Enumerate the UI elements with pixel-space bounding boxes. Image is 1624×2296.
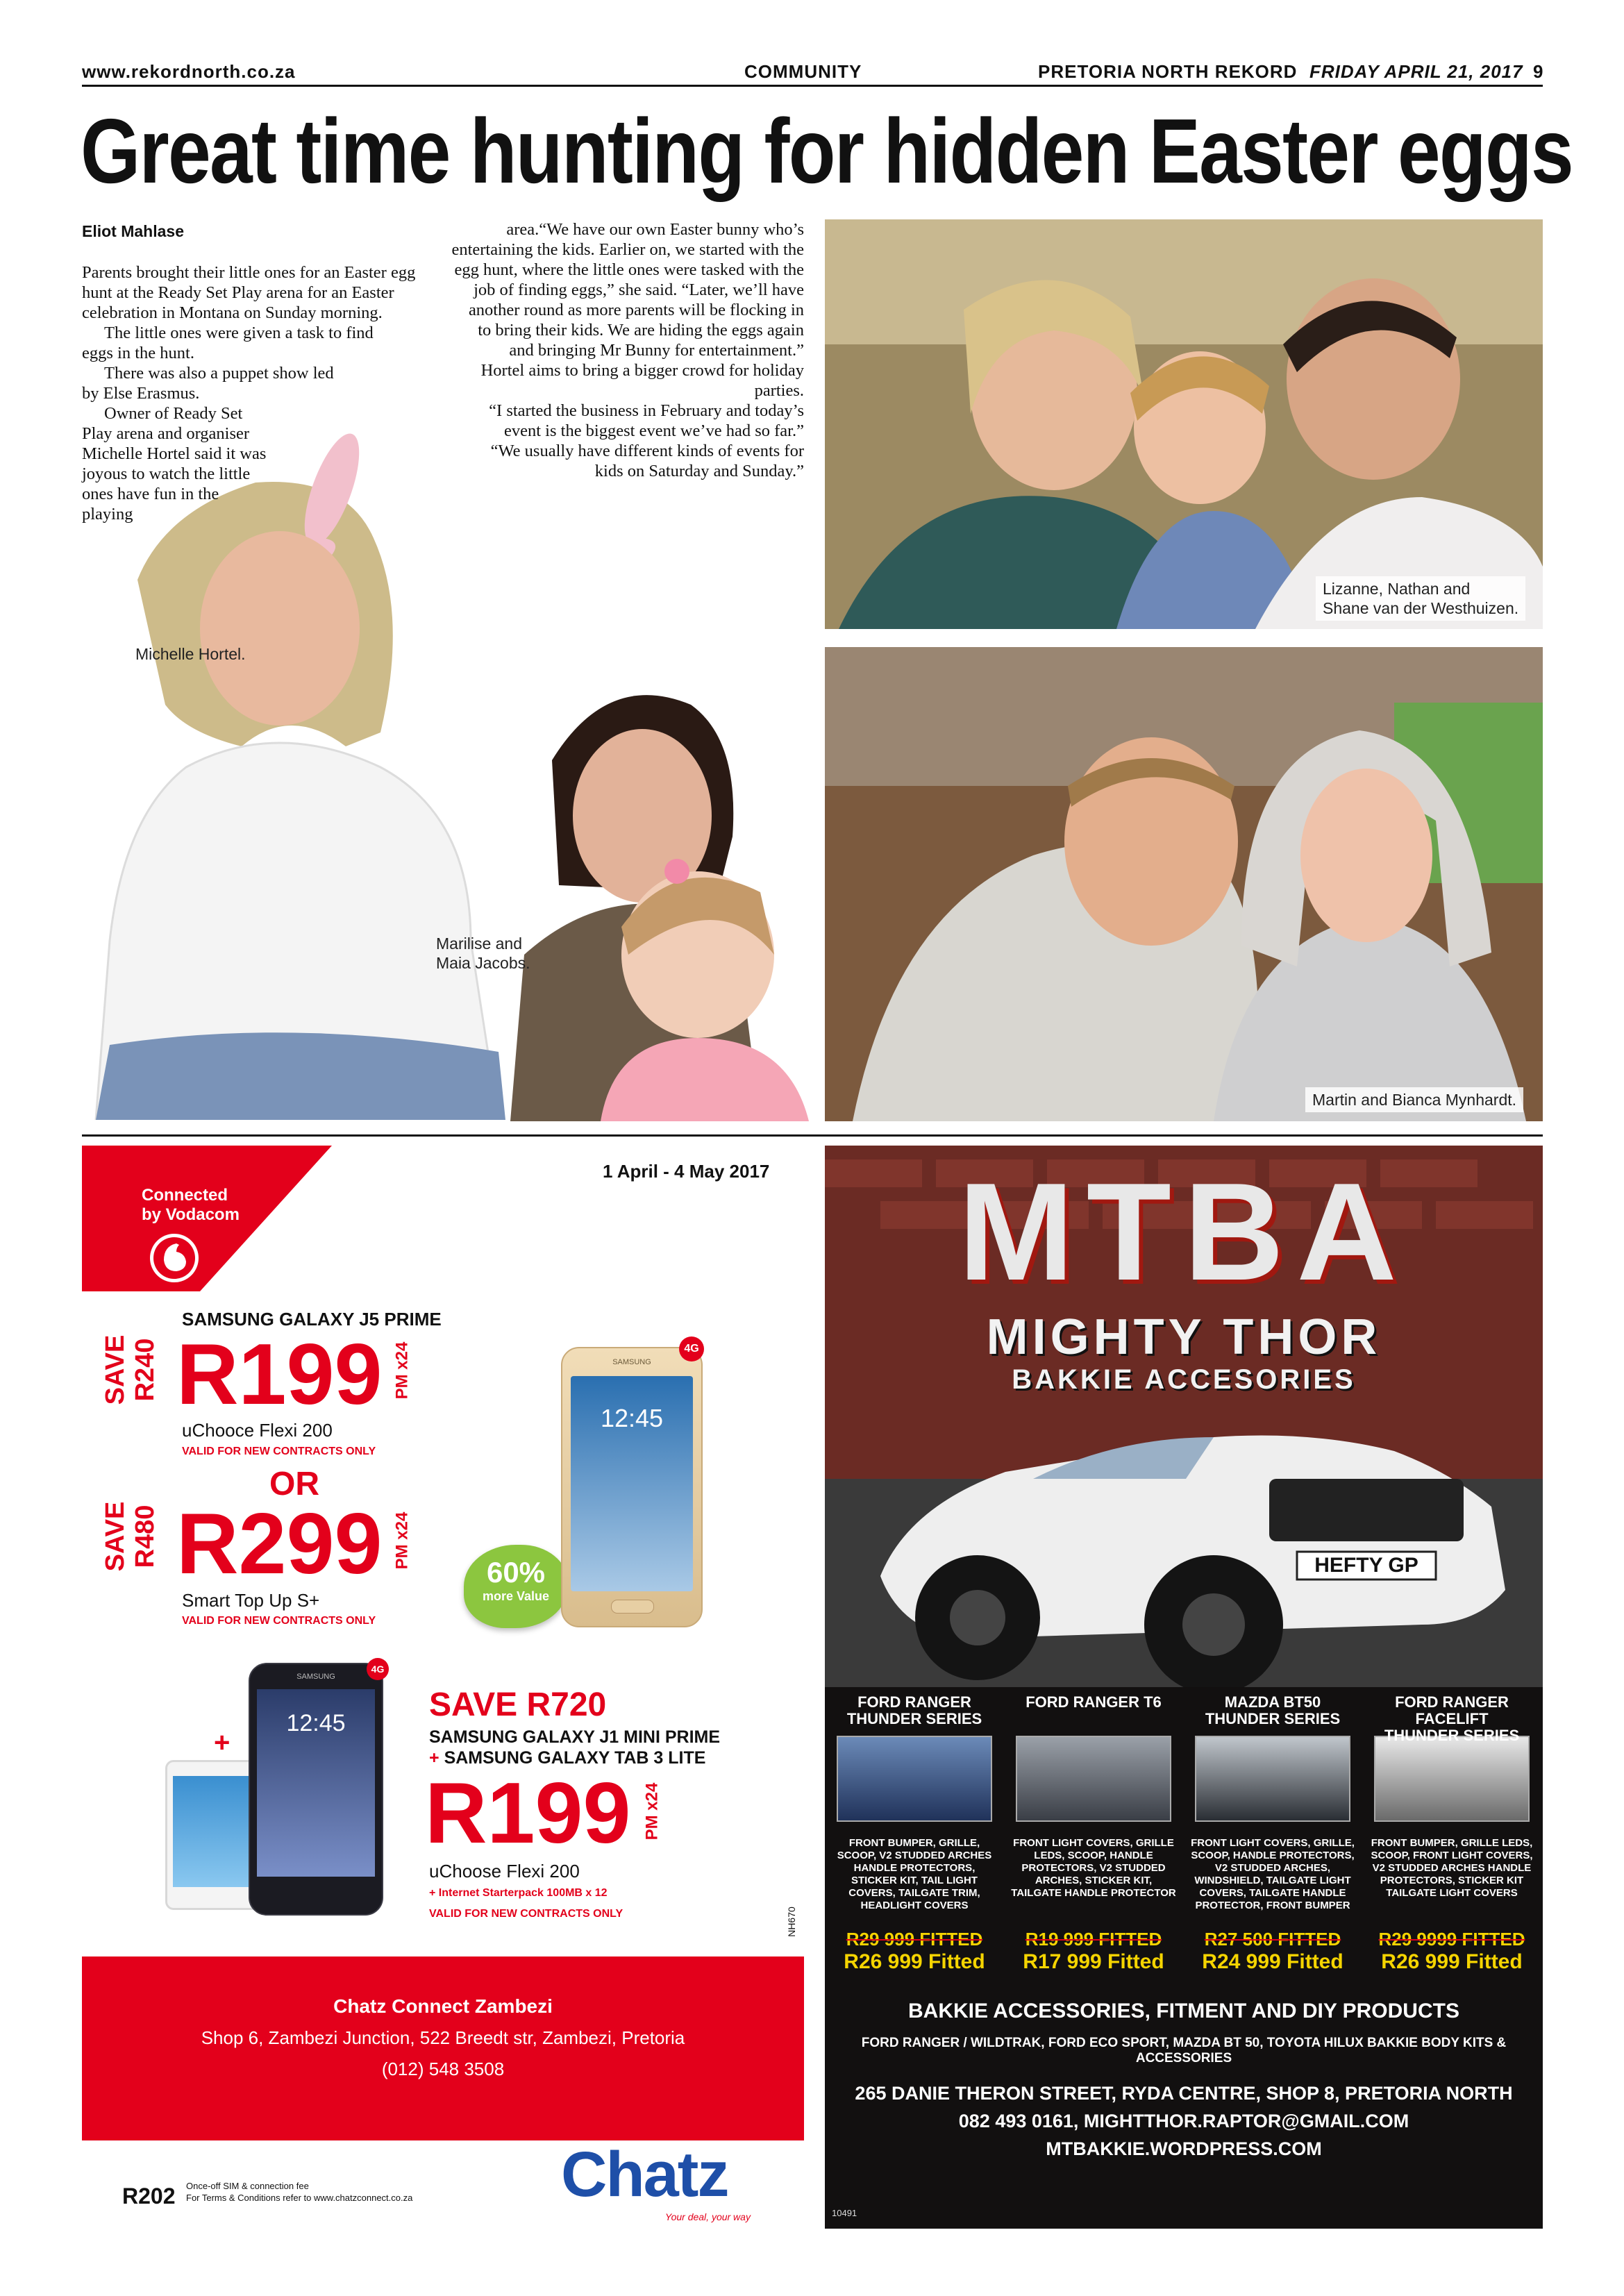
fee-line: Once-off SIM & connection fee — [186, 2181, 309, 2191]
phone3b-label: SAMSUNG GALAXY TAB 3 LITE — [444, 1748, 706, 1768]
old-price: R19 999 FITTED — [1025, 1929, 1162, 1950]
plus-icon: + — [214, 1727, 231, 1758]
samsung-j1-mini-image — [249, 1663, 383, 1916]
product-title-line: THUNDER SERIES — [1205, 1710, 1341, 1727]
header-rule — [82, 85, 1543, 87]
tab-screen — [173, 1776, 252, 1887]
plan2: Smart Top Up S+ — [182, 1590, 320, 1611]
starter-pack: + Internet Starterpack 100MB x 12 — [429, 1887, 608, 1899]
mtba-subtitle-2: BAKKIE ACCESORIES — [1012, 1364, 1356, 1395]
samsung-tab-image — [165, 1760, 260, 1910]
per-month-label: PM x24 — [392, 1511, 412, 1570]
connected-label — [142, 1186, 240, 1225]
headline: Great time hunting for hidden Easter eggs — [81, 100, 1573, 202]
phone-brand: SAMSUNG — [296, 1673, 335, 1681]
4g-badge-icon: 4G — [367, 1658, 389, 1680]
phone-brand: SAMSUNG — [612, 1358, 651, 1366]
ad-ref: NH670 — [785, 1907, 797, 1937]
caption-jacobs — [436, 934, 530, 973]
product-card — [1362, 1694, 1541, 1974]
page-number: 9 — [1533, 61, 1544, 82]
store-phone[interactable]: (012) 548 3508 — [381, 2059, 505, 2079]
product-description: FRONT BUMPER, GRILLE, SCOOP, V2 STUDDED ARCHES HANDLE PROTECTORS, STICKER KIT, TAIL LIGHT COVERS, TAILGATE TRIM, HEADLIGHT COVERS — [837, 1837, 992, 1911]
mtba-contact[interactable]: 082 493 0161, MIGHTTHOR.RAPTOR@GMAIL.COM — [958, 2111, 1409, 2131]
store-block — [82, 1956, 804, 2140]
caption-line: Marilise and — [436, 935, 522, 953]
article-column-2 — [451, 219, 804, 481]
phone3-name: SAMSUNG GALAXY J1 MINI PRIME — [429, 1727, 721, 1747]
chatz-logo: Chatz — [561, 2139, 728, 2210]
product-title — [1004, 1694, 1183, 1730]
chatz-tagline: Your deal, your way — [665, 2211, 751, 2222]
photo-jacobs — [510, 663, 826, 1121]
ad-ref: 10491 — [832, 2208, 857, 2218]
plan1: uChooce Flexi 200 — [182, 1420, 333, 1441]
product-photo — [1195, 1736, 1350, 1822]
photo-mynhardt — [825, 647, 1543, 1121]
mtba-website[interactable]: MTBAKKIE.WORDPRESS.COM — [1046, 2138, 1322, 2159]
product-photo — [1374, 1736, 1530, 1822]
product-title-line: MAZDA BT50 — [1224, 1693, 1321, 1711]
per-month-label: PM x24 — [642, 1782, 662, 1841]
vodacom-ad — [82, 1146, 804, 2229]
product-title-line: FORD RANGER FACELIFT — [1395, 1693, 1509, 1727]
phone-screen — [571, 1376, 693, 1591]
article-column-1 — [82, 262, 435, 524]
save-r240-label: SAVE R240 — [101, 1334, 160, 1405]
product-description: FRONT LIGHT COVERS, GRILLE, SCOOP, HANDLE PROTECTORS, V2 STUDDED ARCHES, WINDSHIELD, TAILGATE LIGHT COVERS, TAILGATE HANDLE PROTECTOR, FRONT BUMPER — [1191, 1837, 1355, 1911]
store-address: Shop 6, Zambezi Junction, 522 Breedt str, Zambezi, Pretoria — [201, 2027, 685, 2048]
new-price: R24 999 Fitted — [1202, 1950, 1343, 1973]
old-price: R29 9999 FITTED — [1378, 1929, 1525, 1950]
product-title — [1362, 1693, 1541, 1744]
samsung-j5-phone-image — [561, 1347, 703, 1627]
number-plate: HEFTY GP — [1314, 1554, 1418, 1577]
byline: Eliot Mahlase — [82, 222, 184, 240]
price3: R199 — [425, 1766, 631, 1861]
valid-notice: VALID FOR NEW CONTRACTS ONLY — [182, 1615, 376, 1627]
caption-michelle: Michelle Hortel. — [135, 645, 246, 663]
caption-line: Shane van der Westhuizen. — [1323, 599, 1519, 617]
paper-name: PRETORIA NORTH REKORD — [1038, 61, 1298, 82]
paragraph: Parents brought their little ones for an Easter egg hunt at the Ready Set Play arena for an Easter celebration in Montana on Sunday morning. — [82, 263, 416, 322]
mtba-tagline: BAKKIE ACCESSORIES, FITMENT AND DIY PRODUCTS — [908, 2000, 1459, 2022]
fee-amount: R202 — [122, 2184, 176, 2209]
plan3: uChoose Flexi 200 — [429, 1861, 580, 1882]
valid-notice: VALID FOR NEW CONTRACTS ONLY — [182, 1446, 376, 1457]
paragraph: area.“We have our own Easter bunny who’s entertaining the kids. Earlier on, we started with the egg hunt, where the little ones were tasked with the job of finding eggs,” she said. “Later, we’ll have another round as more parents will be flocking in to bring their kids. We are hiding the eggs again and bringing Mr Bunny for entertainment.” — [451, 220, 804, 360]
product-title-line: THUNDER SERIES — [1384, 1727, 1520, 1744]
paragraph: Owner of Ready Set Play arena and organiser Michelle Hortel said it was joyous to watch the little ones have fun in the playing — [82, 404, 267, 523]
or-label: OR — [269, 1466, 319, 1502]
terms-line: For Terms & Conditions refer to www.chatzconnect.co.za — [186, 2193, 413, 2203]
value-percent: 60% — [486, 1556, 546, 1589]
save-r480-label: SAVE R480 — [101, 1501, 160, 1572]
price1: R199 — [176, 1327, 383, 1423]
valid-notice: VALID FOR NEW CONTRACTS ONLY — [429, 1908, 623, 1920]
new-price: R26 999 Fitted — [844, 1950, 985, 1973]
phone-time: 12:45 — [286, 1710, 346, 1736]
new-price: R17 999 Fitted — [1023, 1950, 1164, 1973]
plus-icon: + — [429, 1748, 440, 1768]
4g-badge-icon: 4G — [679, 1336, 704, 1361]
photo-van-der-westhuizen — [825, 219, 1543, 629]
caption-line: Lizanne, Nathan and — [1323, 580, 1471, 598]
product-title-line: FORD RANGER — [857, 1693, 971, 1711]
store-name: Chatz Connect Zambezi — [333, 1995, 553, 2017]
section-divider — [82, 1134, 1543, 1137]
caption-line: Maia Jacobs. — [436, 954, 530, 972]
paragraph: The little ones were given a task to find eggs in the hunt. — [82, 324, 374, 362]
product-title-line: THUNDER SERIES — [846, 1710, 982, 1727]
mtba-ad — [825, 1146, 1543, 2229]
home-button-icon — [611, 1600, 654, 1614]
promo-dates: 1 April - 4 May 2017 — [603, 1161, 770, 1182]
phone-time: 12:45 — [600, 1404, 664, 1432]
old-price: R27 500 FITTED — [1204, 1929, 1341, 1950]
old-price: R29 999 FITTED — [846, 1929, 983, 1950]
product-card — [1004, 1694, 1183, 1974]
product-photo — [1016, 1736, 1171, 1822]
mtba-models: FORD RANGER / WILDTRAK, FORD ECO SPORT, MAZDA BT 50, TOYOTA HILUX BAKKIE BODY KITS & ACCESSORIES — [861, 2036, 1507, 2065]
paragraph: “We usually have different kinds of events for kids on Saturday and Sunday.” — [490, 442, 804, 480]
per-month-label: PM x24 — [392, 1341, 412, 1400]
phone-screen — [257, 1689, 375, 1877]
vodacom-logo-icon — [149, 1232, 200, 1284]
product-title — [1183, 1694, 1362, 1730]
phone1-name: SAMSUNG GALAXY J5 PRIME — [182, 1309, 442, 1330]
value-text: more Value — [482, 1589, 550, 1603]
paragraph: Hortel aims to bring a bigger crowd for holiday parties. — [480, 361, 804, 400]
caption-van-der-westhuizen — [1316, 576, 1525, 621]
mtba-logo: MTBA — [958, 1155, 1409, 1309]
price2: R299 — [176, 1496, 383, 1592]
by-vodacom-line: by Vodacom — [142, 1205, 240, 1224]
connected-line: Connected — [142, 1186, 228, 1205]
paragraph: There was also a puppet show led by Else Erasmus. — [82, 364, 334, 403]
new-price: R26 999 Fitted — [1381, 1950, 1523, 1973]
mtba-address: 265 DANIE THERON STREET, RYDA CENTRE, SHOP 8, PRETORIA NORTH — [855, 2083, 1513, 2104]
product-photo — [837, 1736, 992, 1822]
caption-mynhardt: Martin and Bianca Mynhardt. — [1305, 1087, 1523, 1112]
save-r720-label: SAVE R720 — [429, 1686, 607, 1723]
paragraph: “I started the business in February and today’s event is the biggest event we’ve had so far.” — [489, 401, 804, 440]
product-grid — [825, 1694, 1543, 1974]
product-description: FRONT LIGHT COVERS, GRILLE LEDS, SCOOP, HANDLE PROTECTORS, V2 STUDDED ARCHES, STICKER KIT, TAILGATE HANDLE PROTECTOR — [1011, 1837, 1176, 1899]
product-card — [825, 1694, 1004, 1974]
product-title-line: FORD RANGER T6 — [1026, 1693, 1162, 1711]
fee-details — [186, 2180, 412, 2204]
issue-date: FRIDAY APRIL 21, 2017 — [1309, 61, 1523, 82]
section-label: COMMUNITY — [744, 61, 862, 82]
mtba-subtitle-1: MIGHTY THOR — [986, 1309, 1382, 1365]
product-title — [825, 1694, 1004, 1730]
product-card — [1183, 1694, 1362, 1974]
more-value-badge — [464, 1545, 568, 1628]
website-url[interactable]: www.rekordnorth.co.za — [82, 61, 296, 82]
product-description: FRONT BUMPER, GRILLE LEDS, SCOOP, FRONT LIGHT COVERS, V2 STUDDED ARCHES HANDLE PROTECTORS, STICKER KIT TAILGATE LIGHT COVERS — [1371, 1837, 1533, 1899]
